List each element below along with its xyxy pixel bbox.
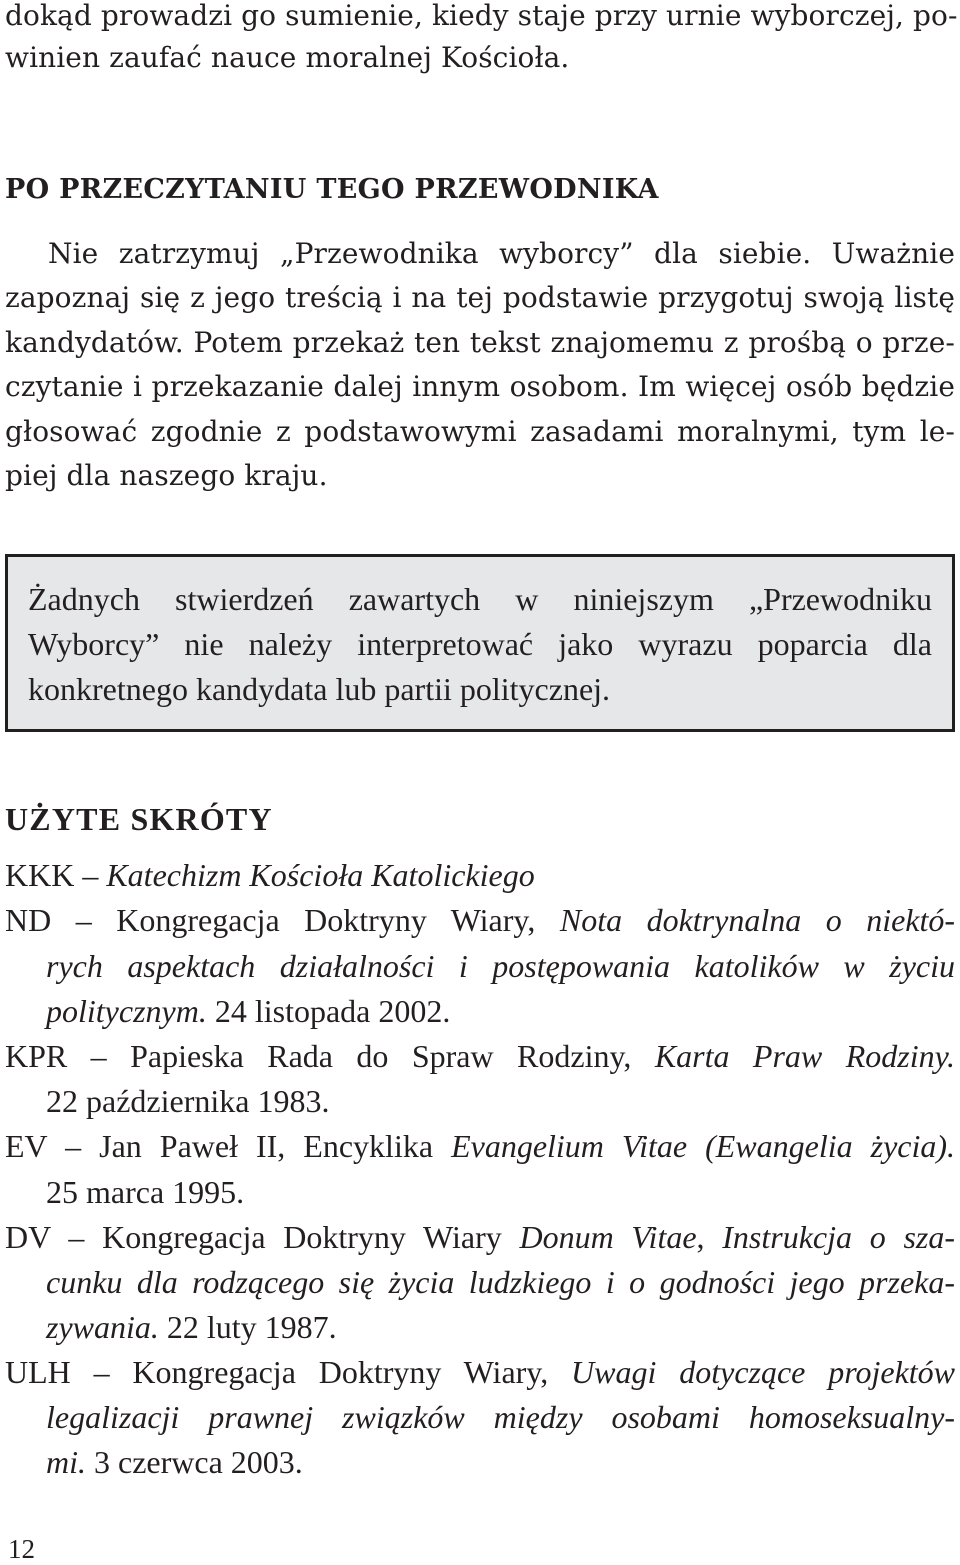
dash: – (93, 1354, 110, 1390)
disclaimer-line-3: konkretnego kandydata lub partii politycznej. (28, 671, 611, 707)
intro-line-1: dokąd prowadzi go sumienie, kiedy staje przy urnie wyborczej, po- (5, 0, 958, 32)
abbreviation-ev-cont (46, 1176, 955, 1208)
abbreviation-date: 25 marca 1995. (46, 1174, 245, 1210)
abbreviation-title: Instrukcja o sza- (722, 1219, 956, 1255)
abbreviation-date: 22 luty 1987. (166, 1309, 337, 1345)
abbreviation-code: DV (5, 1219, 51, 1255)
paragraph-line-1: Nie zatrzymuj „Przewodnika wyborcy” dla siebie. Uważnie (48, 237, 955, 270)
abbreviation-title: Evangelium Vitae (Ewangelia życia). (451, 1128, 956, 1164)
dash: – (82, 857, 99, 893)
disclaimer-line-1: Żadnych stwierdzeń zawartych w niniejszym „Przewodniku (28, 581, 932, 617)
abbreviation-code: ULH (5, 1354, 71, 1390)
abbreviation-title: mi. (46, 1444, 86, 1480)
abbreviation-date: 22 października 1983. (46, 1083, 330, 1119)
abbreviation-title: politycznym. (46, 993, 207, 1029)
dash: – (90, 1038, 107, 1074)
dash: – (75, 902, 92, 938)
abbreviation-date: 3 czerwca 2003. (94, 1444, 303, 1480)
abbreviation-code: KKK (5, 857, 75, 893)
abbreviation-code: KPR (5, 1038, 68, 1074)
paragraph-line-6: piej dla naszego kraju. (5, 459, 328, 492)
abbreviation-kpr-cont (46, 1085, 955, 1117)
abbreviation-issuer: Kongregacja Doktryny Wiary, (116, 902, 536, 938)
abbreviation-title: cunku dla rodzącego się życia ludzkiego i o godności jego przeka- (46, 1264, 955, 1300)
abbreviation-date: 24 listopada 2002. (214, 993, 451, 1029)
abbreviation-ulh (5, 1356, 955, 1388)
abbreviation-dv-cont-2 (46, 1311, 955, 1343)
abbreviation-title: Katechizm Kościoła Katolickiego (106, 857, 535, 893)
disclaimer-line-2: Wyborcy” nie należy interpretować jako wyrazu poparcia dla (28, 626, 932, 662)
abbreviation-nd-cont-2 (46, 995, 955, 1027)
abbreviation-dv (5, 1221, 955, 1253)
dash: – (65, 1128, 82, 1164)
abbreviation-dv-cont (46, 1266, 955, 1298)
abbreviations-heading: UŻYTE SKRÓTY (5, 801, 273, 837)
abbreviation-kpr (5, 1040, 955, 1072)
abbreviation-ulh-cont (46, 1401, 955, 1433)
abbreviation-issuer: Kongregacja Doktryny Wiary, (132, 1354, 549, 1390)
abbreviation-title: Nota doktrynalna o niektó- (559, 902, 956, 938)
comma: , (696, 1219, 705, 1255)
abbreviation-nd (5, 904, 955, 936)
abbreviation-title: Uwagi dotyczące projektów (571, 1354, 955, 1390)
abbreviation-title: legalizacji prawnej związków między osobami homoseksualny- (46, 1399, 955, 1435)
abbreviation-code: EV (5, 1128, 48, 1164)
page-number: 12 (8, 1534, 35, 1564)
abbreviation-title: Karta Praw Rodziny. (654, 1038, 956, 1074)
abbreviation-issuer: Jan Paweł II, Encyklika (99, 1128, 434, 1164)
paragraph-line-4: czytanie i przekazanie dalej innym osobom. Im więcej osób będzie (5, 370, 955, 403)
abbreviation-issuer: Papieska Rada do Spraw Rodziny, (130, 1038, 632, 1074)
abbreviation-code: ND (5, 902, 52, 938)
abbreviation-ev (5, 1130, 955, 1162)
disclaimer-box (5, 554, 955, 732)
paragraph-line-2: zapoznaj się z jego treścią i na tej podstawie przygotuj swoją listę (5, 281, 955, 314)
section-heading-after-reading: PO PRZECZYTANIU TEGO PRZEWODNIKA (5, 174, 659, 205)
abbreviation-issuer: Kongregacja Doktryny Wiary (102, 1219, 502, 1255)
abbreviation-title: Donum Vitae (519, 1219, 697, 1255)
dash: – (68, 1219, 85, 1255)
abbreviation-nd-cont (46, 950, 955, 982)
abbreviation-kkk (5, 859, 955, 891)
abbreviation-title: rych aspektach działalności i postępowania katolików w życiu (46, 948, 955, 984)
paragraph-line-5: głosować zgodnie z podstawowymi zasadami moralnymi, tym le- (5, 415, 955, 448)
paragraph-line-3: kandydatów. Potem przekaż ten tekst znajomemu z prośbą o prze- (5, 326, 955, 359)
intro-line-2: winien zaufać nauce moralnej Kościoła. (5, 41, 570, 74)
abbreviation-title: zywania. (46, 1309, 159, 1345)
abbreviation-ulh-cont-2 (46, 1446, 955, 1478)
